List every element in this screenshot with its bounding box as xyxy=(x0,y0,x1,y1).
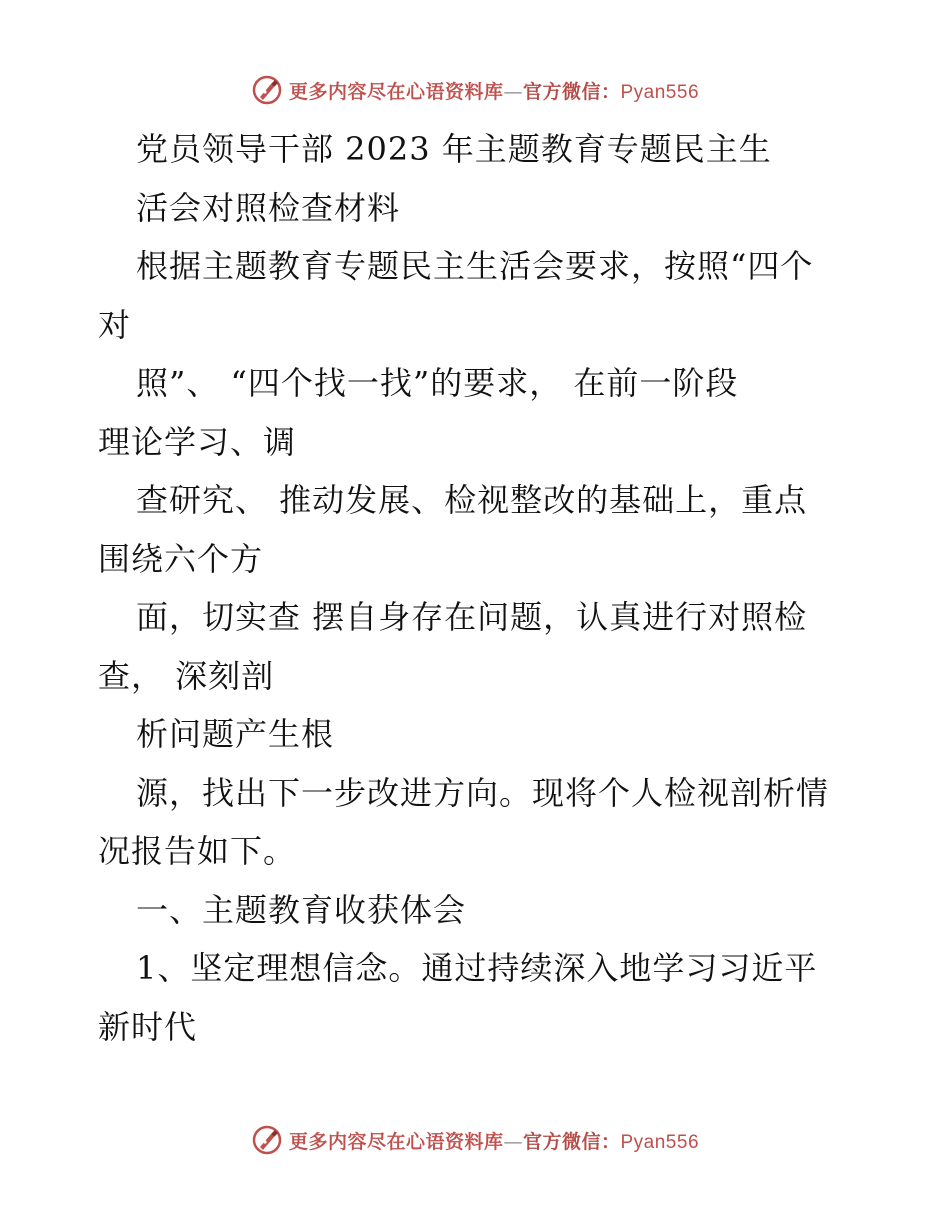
banner-text xyxy=(289,77,699,104)
header-banner xyxy=(0,70,950,110)
banner-wechat-label: 官方微信： xyxy=(522,1130,621,1153)
text-line: 况报告如下。 xyxy=(98,832,297,870)
banner-wechat-id: Pyan556 xyxy=(620,81,700,103)
footer-banner xyxy=(0,1120,950,1160)
banner-wechat-id: Pyan556 xyxy=(620,1131,700,1153)
pen-logo-icon xyxy=(251,74,283,106)
text-line: 1、坚定理想信念。通过持续深入地学习习近平 xyxy=(136,949,818,987)
banner-separator: — xyxy=(503,80,523,103)
text-line: 新时代 xyxy=(98,1007,198,1046)
text-line: 活会对照检查材料 xyxy=(136,188,401,227)
banner-text xyxy=(289,1127,699,1154)
text-line: 析问题产生根 xyxy=(136,715,335,753)
text-line: 一、主题教育收获体会 xyxy=(136,890,467,929)
text-line: 党员领导干部 2023 年主题教育专题民主生 xyxy=(136,130,772,168)
banner-separator: — xyxy=(503,1130,523,1153)
banner-slogan: 更多内容尽在心语资料库 xyxy=(288,80,504,103)
text-line: 源，找出下一步改进方向。现将个人检视剖析情 xyxy=(136,773,830,812)
text-line: 围绕六个方 xyxy=(98,539,264,578)
text-line: 查研究、 推动发展、检视整改的基础上，重点 xyxy=(136,481,808,519)
text-line: 理论学习、调 xyxy=(98,422,297,461)
pen-logo-icon xyxy=(251,1124,283,1156)
text-line: 查， 深刻剖 xyxy=(98,656,275,695)
text-line: 面，切实查 摆自身存在问题，认真进行对照检 xyxy=(136,598,808,636)
text-line: 照”、 “四个找一找”的要求， 在前一阶段 xyxy=(136,364,739,402)
document-body xyxy=(98,120,858,1056)
text-line: 对 xyxy=(98,305,132,344)
banner-slogan: 更多内容尽在心语资料库 xyxy=(288,1130,504,1153)
text-line: 根据主题教育专题民主生活会要求，按照“四个 xyxy=(136,247,814,285)
banner-wechat-label: 官方微信： xyxy=(522,80,621,103)
